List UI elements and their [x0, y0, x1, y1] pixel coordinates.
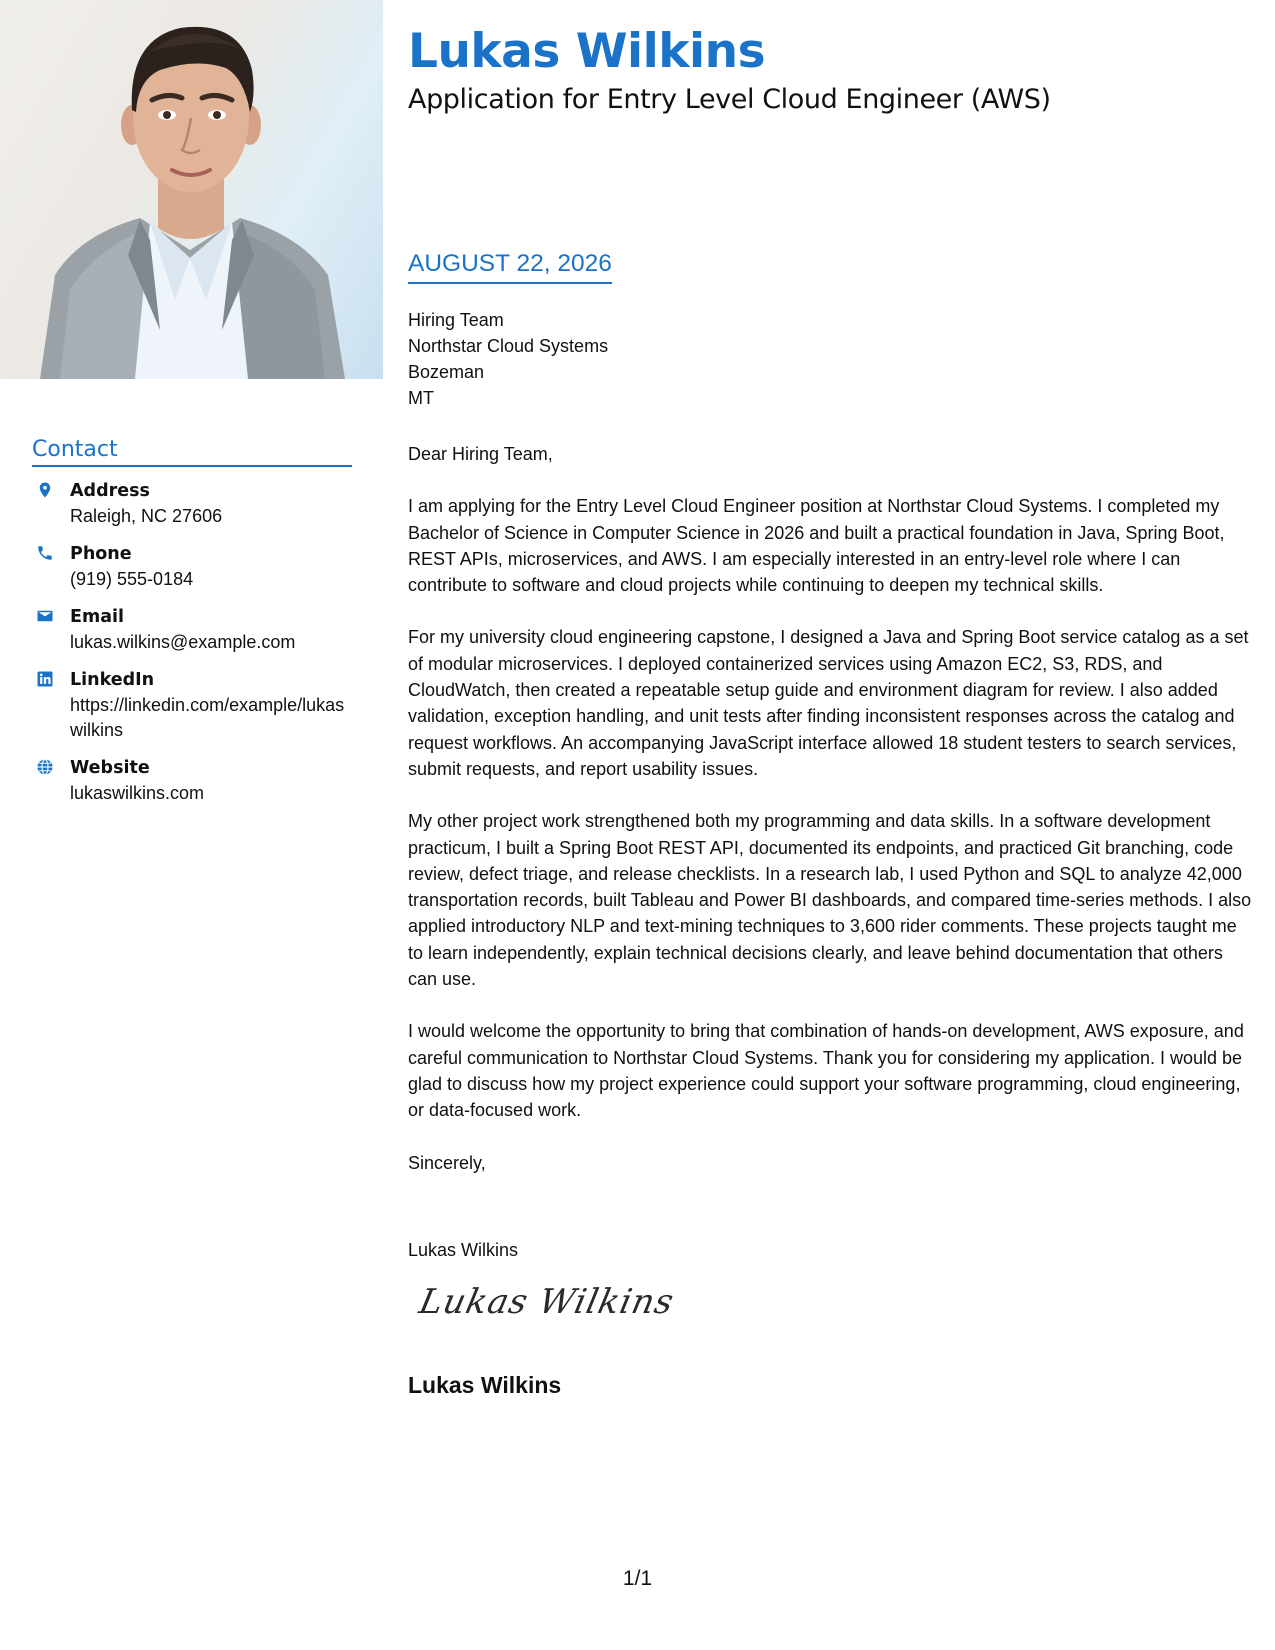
letter-paragraph: My other project work strengthened both my programming and data skills. In a software development practicum, I built a Spring Boot REST API, documented its endpoints, and practiced Git branching, code review, defect triage, and release checklists. In a research lab, I used Python and SQL to analyze 42,000 transportation records, built Tableau and Power BI dashboards, and compared time-series methods. I also applied introductory NLP and text-mining techniques to 3,600 rider comments. These projects taught me to learn independently, explain technical decisions clearly, and leave behind documentation that others can use.	[408, 811, 1252, 990]
linkedin-icon	[36, 670, 54, 688]
portrait-illustration	[0, 0, 383, 379]
application-title: Application for Entry Level Cloud Engineer (AWS)	[408, 84, 1051, 115]
address-label: Address	[70, 481, 150, 501]
applicant-name: Lukas Wilkins	[408, 24, 766, 79]
recipient-line: MT	[408, 388, 434, 408]
website-value[interactable]: lukaswilkins.com	[70, 783, 205, 803]
contact-item-website	[32, 756, 352, 806]
contact-item-phone	[32, 542, 352, 592]
recipient-line: Northstar Cloud Systems	[408, 336, 609, 356]
linkedin-label: LinkedIn	[70, 670, 155, 690]
profile-photo	[0, 0, 383, 379]
contact-list	[32, 479, 352, 806]
letter-paragraph: I am applying for the Entry Level Cloud Engineer position at Northstar Cloud Systems. I completed my Bachelor of Science in Computer Science in 2026 and built a practical foundation in Java, Spring Boot, REST APIs, microservices, and AWS. I am especially interested in an entry-level role where I can contribute to software and cloud projects while continuing to deepen my technical skills.	[408, 496, 1225, 596]
website-label: Website	[70, 758, 150, 778]
recipient-line: Hiring Team	[408, 310, 504, 330]
page-number: 1/1	[622, 1567, 653, 1590]
address-value: Raleigh, NC 27606	[70, 506, 223, 526]
phone-icon	[36, 544, 54, 562]
letter-body	[408, 441, 1253, 1150]
printed-name: Lukas Wilkins	[408, 1240, 519, 1260]
letter-paragraph: I would welcome the opportunity to bring that combination of hands-on development, AWS exposure, and careful communication to Northstar Cloud Systems. Thank you for considering my application. I would be glad to discuss how my project experience could support your software programming, cloud engineering, or data-focused work.	[408, 1021, 1244, 1121]
letter-date: AUGUST 22, 2026	[408, 250, 612, 284]
globe-icon	[36, 758, 54, 776]
contact-item-email	[32, 605, 352, 655]
contact-heading: Contact	[32, 437, 352, 467]
phone-value[interactable]: (919) 555-0184	[70, 569, 194, 589]
phone-label: Phone	[70, 544, 132, 564]
contact-section	[32, 437, 352, 819]
linkedin-value[interactable]: https://linkedin.com/example/lukaswilkins	[70, 695, 345, 740]
recipient-line: Bozeman	[408, 362, 485, 382]
email-label: Email	[70, 607, 124, 627]
handwritten-signature: Lukas Wilkins	[415, 1282, 678, 1322]
signature-name: Lukas Wilkins	[408, 1372, 562, 1398]
letter-paragraph: For my university cloud engineering capstone, I designed a Java and Spring Boot service catalog as a set of modular microservices. I deployed containerized services using Amazon EC2, S3, RDS, and CloudWatch, then created a repeatable setup guide and environment diagram for review. I also added validation, exception handling, and unit tests after finding inconsistent responses across the catalog and request workflows. An accompanying JavaScript interface allowed 18 student testers to search services, submit requests, and report usability issues.	[408, 627, 1249, 779]
closing: Sincerely,	[408, 1153, 486, 1173]
email-icon	[36, 607, 54, 625]
salutation: Dear Hiring Team,	[408, 444, 553, 464]
contact-item-address	[32, 479, 352, 529]
contact-item-linkedin	[32, 668, 352, 743]
recipient-block	[408, 307, 608, 411]
email-value[interactable]: lukas.wilkins@example.com	[70, 632, 296, 652]
location-pin-icon	[36, 481, 54, 499]
